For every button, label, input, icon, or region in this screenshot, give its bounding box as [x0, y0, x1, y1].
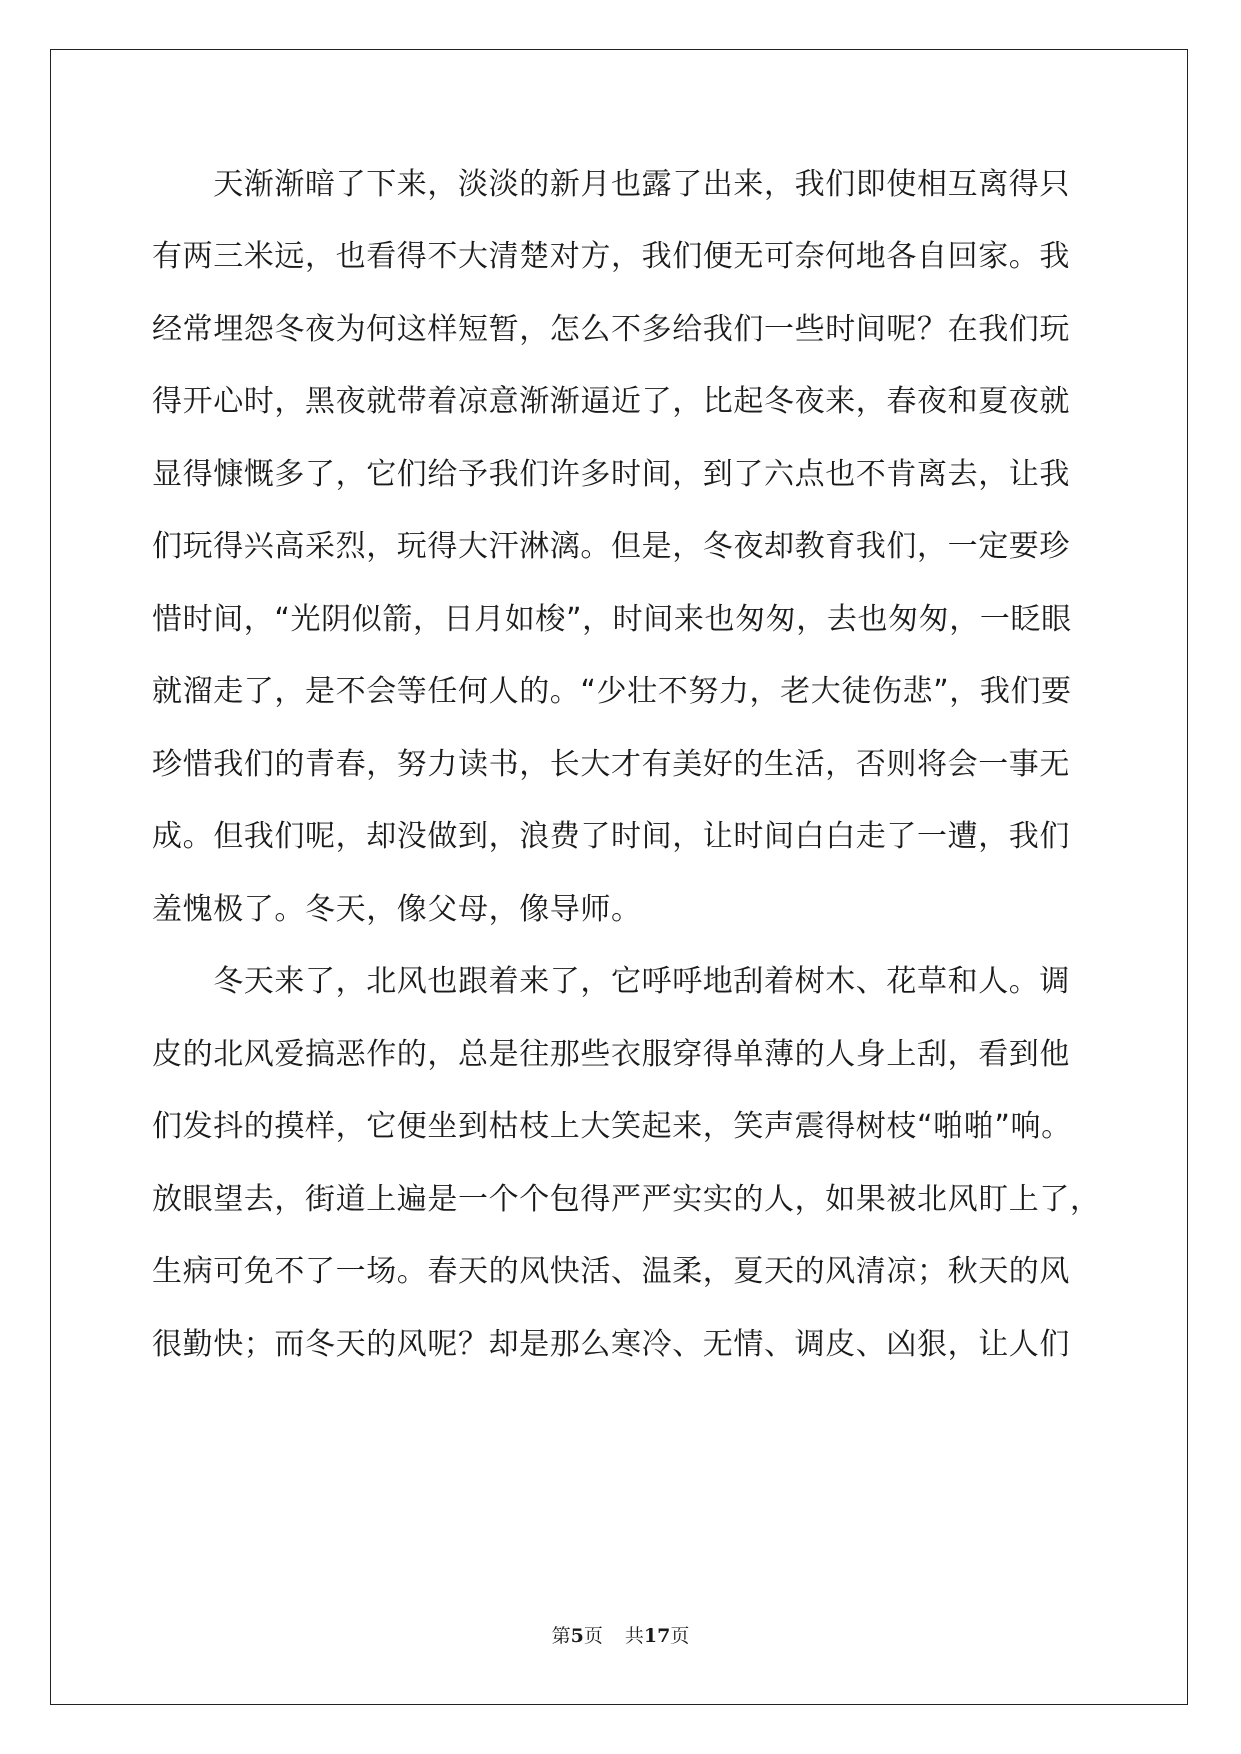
text-line: 天渐渐暗了下来，淡淡的新月也露了出来，我们即使相互离得只: [152, 167, 1070, 202]
text-line: 珍惜我们的青春，努力读书，长大才有美好的生活，否则将会一事无: [152, 747, 1070, 782]
text-line: 皮的北风爱搞恶作的，总是往那些衣服穿得单薄的人身上刮，看到他: [152, 1037, 1070, 1072]
text-line: 就溜走了，是不会等任何人的。“少壮不努力，老大徒伤悲”，我们要: [152, 674, 1072, 709]
page-prefix: 第: [551, 1625, 571, 1647]
page-border: [50, 49, 1188, 1705]
text-line: 得开心时，黑夜就带着凉意渐渐逼近了，比起冬夜来，春夜和夏夜就: [152, 384, 1070, 419]
text-line: 成。但我们呢，却没做到，浪费了时间，让时间白白走了一遭，我们: [152, 819, 1070, 854]
text-line: 惜时间，“光阴似箭，日月如梭”，时间来也匆匆，去也匆匆，一眨眼: [152, 602, 1072, 637]
total-suffix: 页: [670, 1625, 690, 1647]
text-line: 经常埋怨冬夜为何这样短暂，怎么不多给我们一些时间呢？在我们玩: [152, 312, 1070, 347]
total-prefix: 共: [624, 1625, 644, 1647]
text-line: 很勤快；而冬天的风呢？却是那么寒冷、无情、调皮、凶狠，让人们: [152, 1327, 1070, 1362]
text-line: 生病可免不了一场。春天的风快活、温柔，夏天的风清凉；秋天的风: [152, 1254, 1070, 1289]
text-line: 放眼望去，街道上遍是一个个包得严严实实的人，如果被北风盯上了，: [152, 1182, 1101, 1217]
text-line: 有两三米远，也看得不大清楚对方，我们便无可奈何地各自回家。我: [152, 239, 1070, 274]
page-suffix: 页: [583, 1625, 603, 1647]
text-line: 们玩得兴高采烈，玩得大汗淋漓。但是，冬夜却教育我们，一定要珍: [152, 529, 1070, 564]
page-number: 5: [570, 1625, 584, 1647]
text-line: 羞愧极了。冬天，像父母，像导师。: [152, 892, 642, 927]
total-pages: 17: [643, 1625, 671, 1647]
text-line: 冬天来了，北风也跟着来了，它呼呼地刮着树木、花草和人。调: [152, 964, 1070, 999]
page-footer: [0, 1624, 1241, 1648]
text-line: 们发抖的摸样，它便坐到枯枝上大笑起来，笑声震得树枝“啪啪”响。: [152, 1109, 1072, 1144]
text-line: 显得慷慨多了，它们给予我们许多时间，到了六点也不肯离去，让我: [152, 457, 1070, 492]
